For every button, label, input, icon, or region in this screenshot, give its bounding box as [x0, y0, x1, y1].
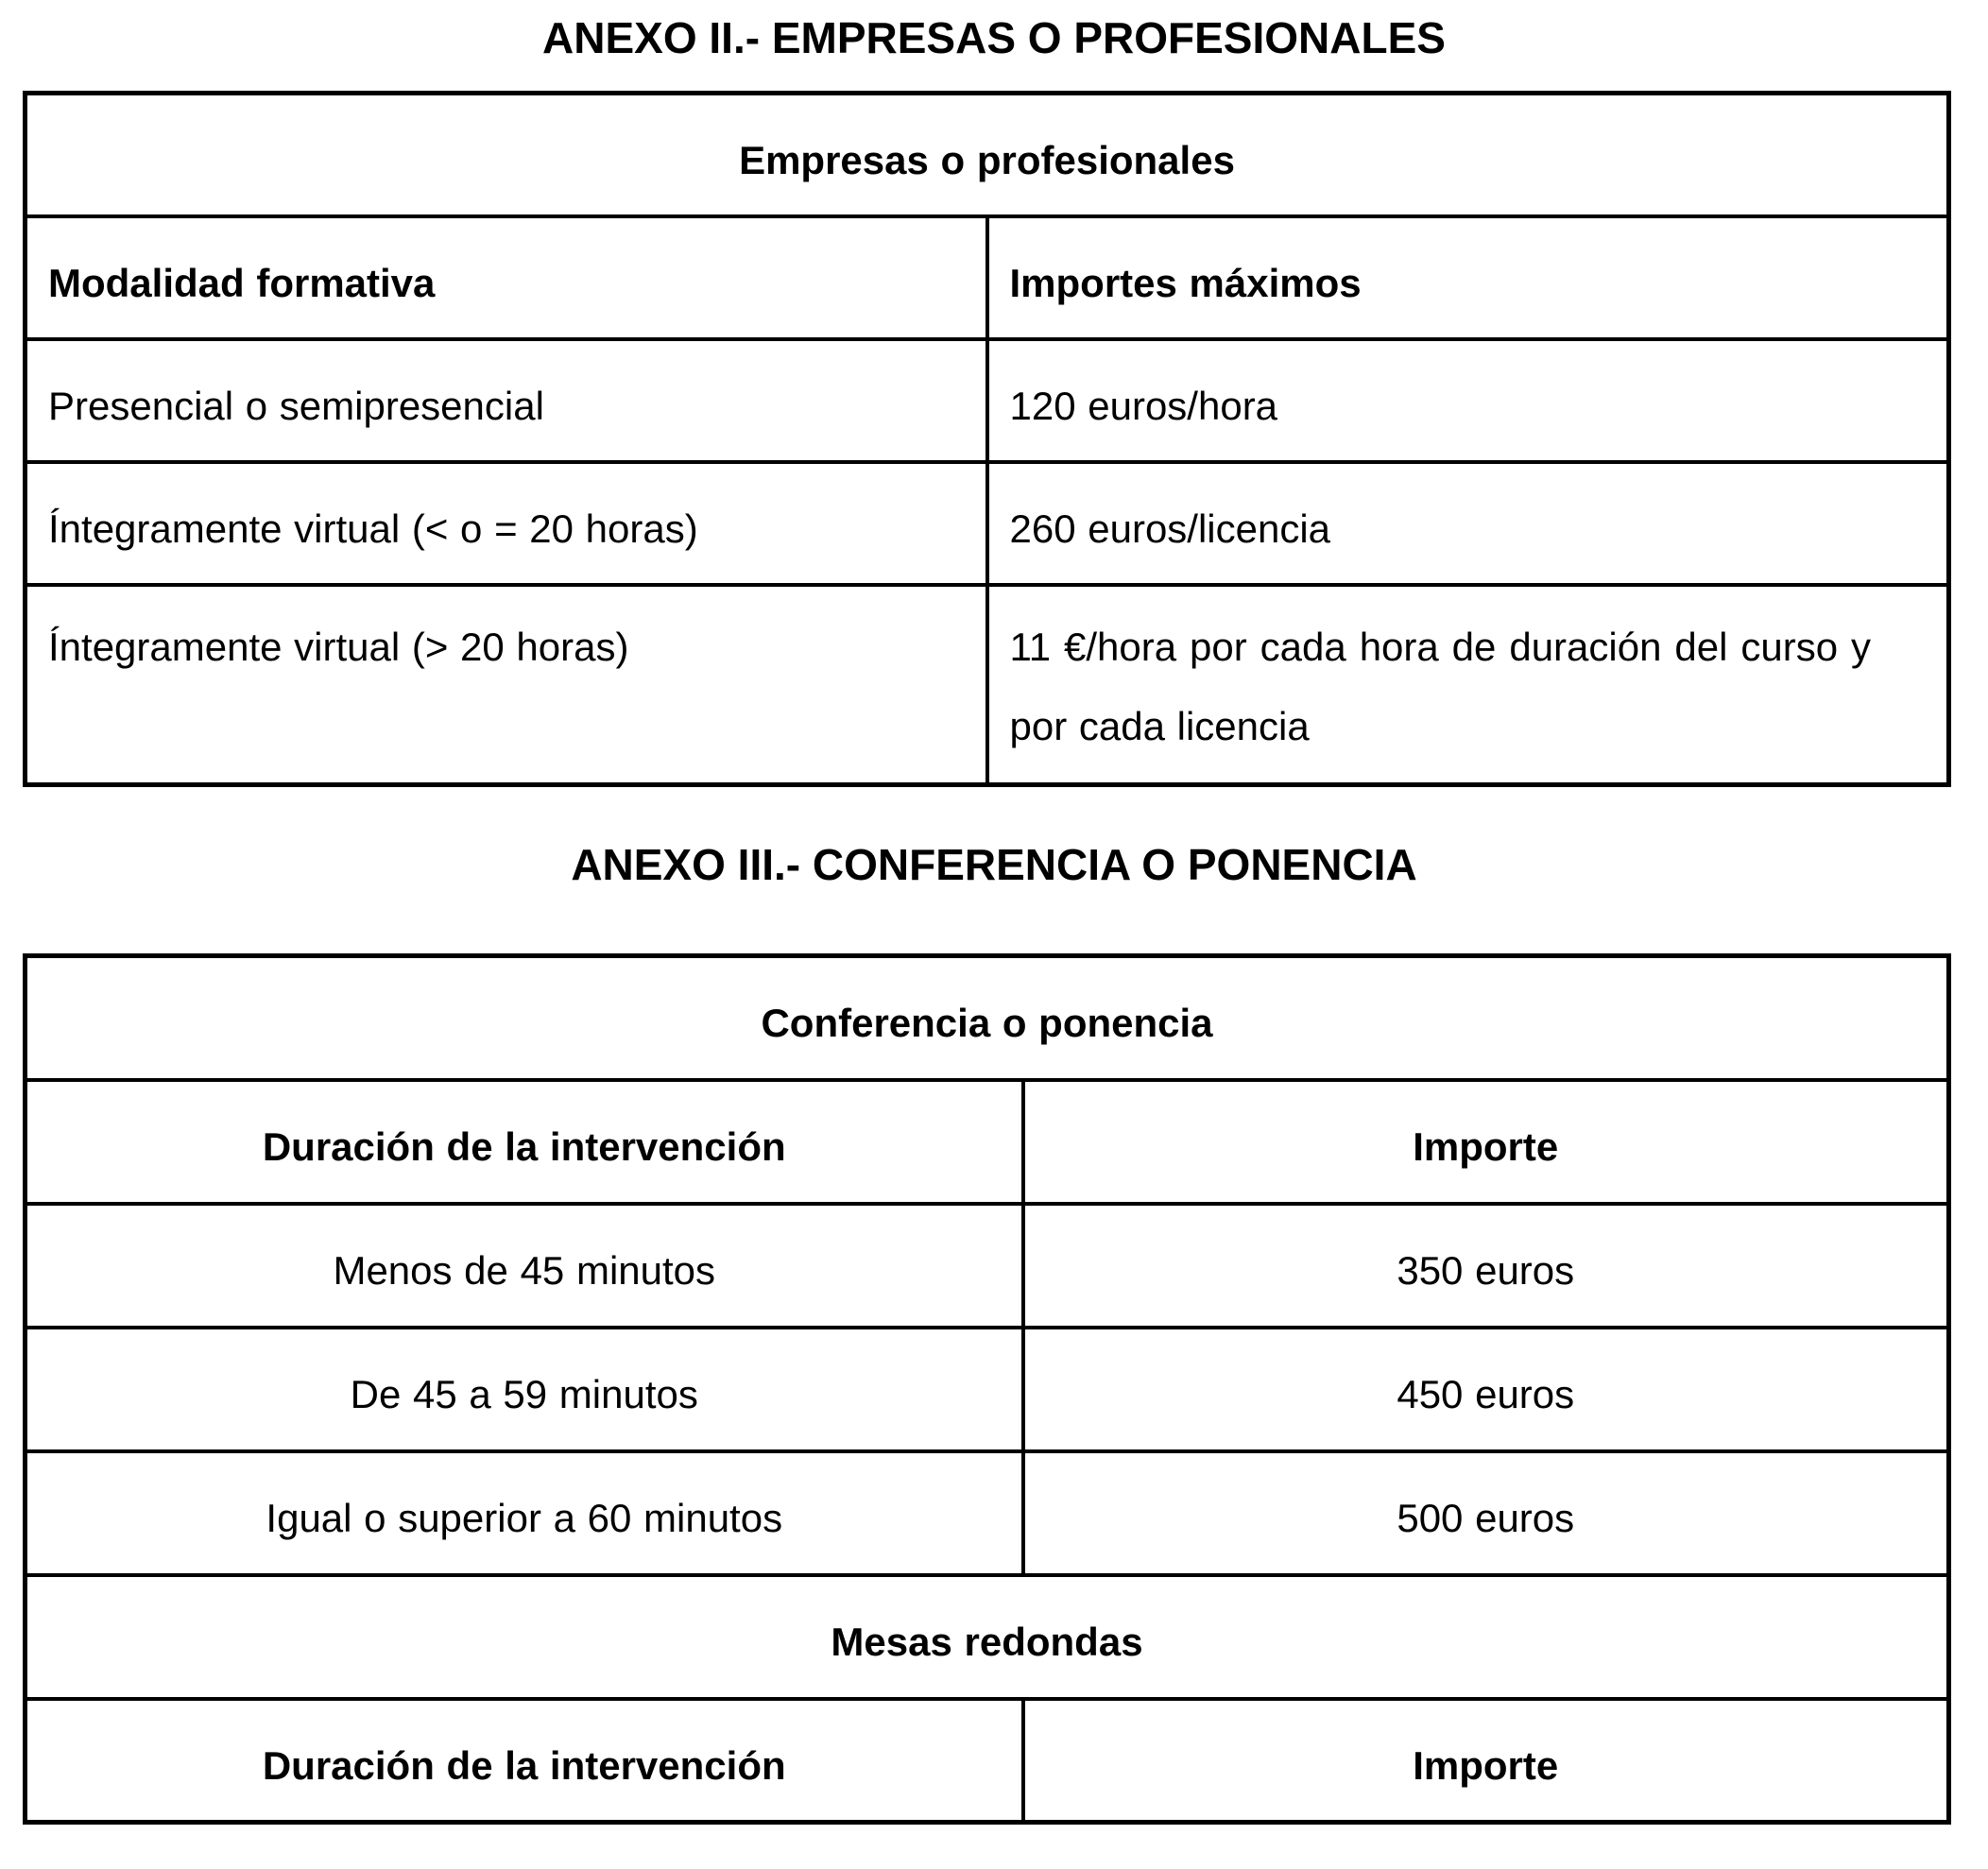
col-header-duracion-intervencion: Duración de la intervención	[26, 1080, 1023, 1204]
anexo-ii-heading: ANEXO II.- EMPRESAS O PROFESIONALES	[542, 13, 1446, 62]
cell-modalidad-virtual-menor-20h: Íntegramente virtual (< o = 20 horas)	[26, 462, 987, 585]
table-row	[26, 1204, 1949, 1328]
col-header-importes-maximos: Importes máximos	[987, 216, 1949, 339]
col-header-importe-mesas: Importe	[1023, 1699, 1949, 1823]
table-title-row	[26, 956, 1949, 1080]
empresas-profesionales-table	[23, 91, 1951, 787]
conferencia-ponencia-table	[23, 953, 1951, 1825]
cell-importe-virtual-menor-20h: 260 euros/licencia	[987, 462, 1949, 585]
cell-importe-menos-45: 350 euros	[1023, 1204, 1949, 1328]
table-row	[26, 1451, 1949, 1575]
anexo-iii-heading: ANEXO III.- CONFERENCIA O PONENCIA	[571, 840, 1417, 889]
table-row	[26, 585, 1949, 785]
mesas-redondas-title: Mesas redondas	[26, 1575, 1949, 1699]
cell-importe-60-mas: 500 euros	[1023, 1451, 1949, 1575]
table-title-row	[26, 94, 1949, 216]
col-header-modalidad-formativa: Modalidad formativa	[26, 216, 987, 339]
cell-importe-virtual-mayor-20h: 11 €/hora por cada hora de duración del curso y por cada licencia	[987, 585, 1949, 785]
table-row	[26, 1328, 1949, 1451]
col-header-duracion-intervencion-mesas: Duración de la intervención	[26, 1699, 1023, 1823]
column-header-row	[26, 1699, 1949, 1823]
cell-importe-presencial: 120 euros/hora	[987, 339, 1949, 462]
cell-duracion-60-mas: Igual o superior a 60 minutos	[26, 1451, 1023, 1575]
subsection-title-row	[26, 1575, 1949, 1699]
conferencia-table-title: Conferencia o ponencia	[26, 956, 1949, 1080]
col-header-importe: Importe	[1023, 1080, 1949, 1204]
cell-importe-45-59: 450 euros	[1023, 1328, 1949, 1451]
cell-modalidad-presencial: Presencial o semipresencial	[26, 339, 987, 462]
table-row	[26, 339, 1949, 462]
cell-modalidad-virtual-mayor-20h: Íntegramente virtual (> 20 horas)	[26, 585, 987, 785]
column-header-row	[26, 1080, 1949, 1204]
column-header-row	[26, 216, 1949, 339]
empresas-table-title: Empresas o profesionales	[26, 94, 1949, 216]
cell-duracion-menos-45: Menos de 45 minutos	[26, 1204, 1023, 1328]
cell-duracion-45-59: De 45 a 59 minutos	[26, 1328, 1023, 1451]
table-row	[26, 462, 1949, 585]
